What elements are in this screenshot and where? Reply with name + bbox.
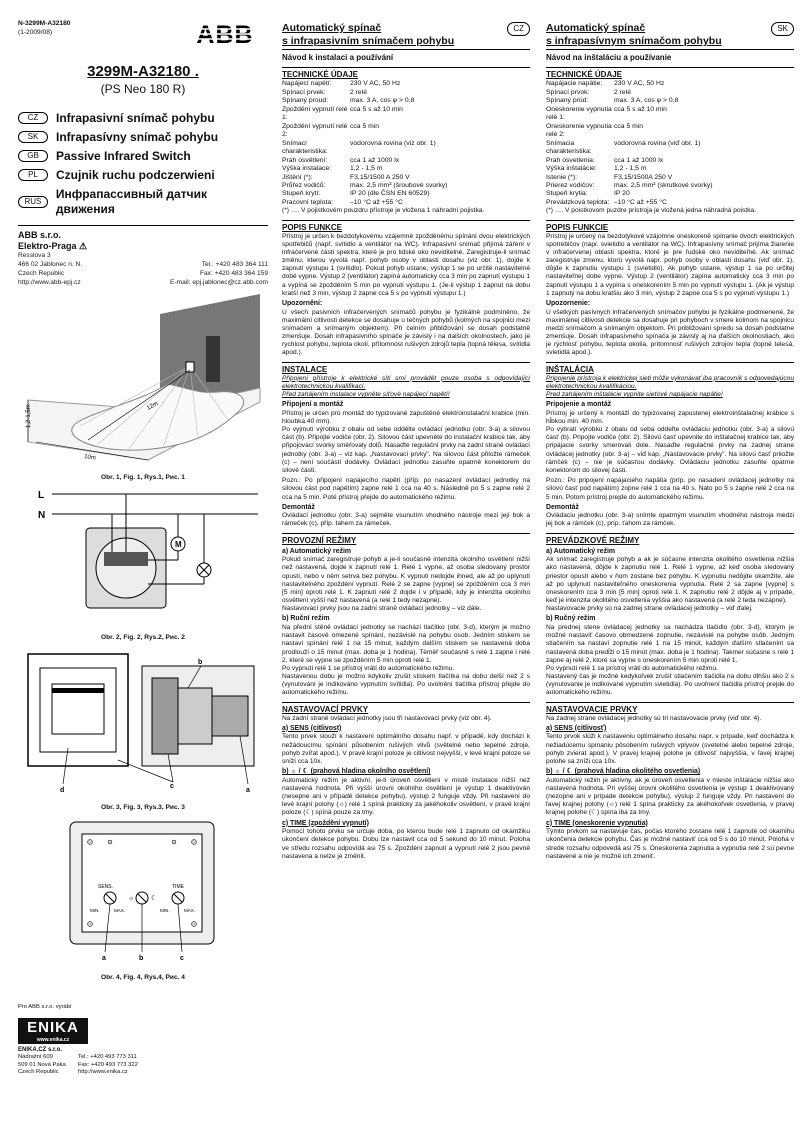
manufacturer-name: ENIKA.CZ s.r.o. bbox=[18, 1046, 63, 1053]
spec-row: Výška instalace: 1,2 - 1,5 m bbox=[282, 165, 383, 173]
figure-3 bbox=[18, 648, 268, 812]
language-list bbox=[18, 111, 268, 217]
cz-auto-text-1: Pokud snímač zaregistruje pohyb a je-li současně intenzita okolního osvětlení nižší než nastavená, dojde k zapnutí relé 1. Relé 1 vypne, až osoba sledovaný prostor opustí, nebo v něm setrvá bez pohybu. K vypnutí nedojde ihned, ale až po uplynutí nastavitelného zpoždění vypnutí. Relé 2 se zapne [vypne] se zpožděním cca 3 min [5 min] oproti relé 1. K zapnutí relé 2 dojde i v případě, kdy je intenzita okolního osvětlení vyšší než nastavená (a relé 1 tedy nezapne). bbox=[282, 556, 530, 605]
spec-row: Istenie (*): F3,15/1500A 250 V bbox=[546, 173, 673, 181]
cz-sens-heading: a) SENS (citlivost) bbox=[282, 724, 342, 732]
label-c: c bbox=[180, 954, 184, 962]
sk-install-heading: INŠTALÁCIA bbox=[546, 362, 794, 375]
spec-row: Prah osvetlenia: cca 1 až 1000 lx bbox=[546, 156, 664, 164]
cz-install-warning-1: Připojení přístroje k elektrické síti smí provádět pouze osoba s odpovídající elektrotechnickou kvalifikací. bbox=[282, 374, 530, 390]
sk-column bbox=[546, 22, 794, 1134]
label-d: d bbox=[60, 786, 65, 794]
spec-row: Stupeň krytí: IP 20 (dle ČSN EN 60529) bbox=[282, 190, 430, 198]
lang-row-cz bbox=[18, 111, 268, 126]
sk-warning-heading: Upozornenie: bbox=[546, 300, 591, 307]
cz-time-heading: c) TIME (zpoždění vypnutí) bbox=[282, 819, 369, 827]
spec-row: Snímací charakteristika: vodorovná rovina (viz obr. 1) bbox=[282, 139, 436, 156]
figure-4 bbox=[18, 818, 268, 982]
spec-row: Zpoždění vypnutí relé 1: cca 5 s až 10 min bbox=[282, 105, 403, 122]
sk-function-text: Prístroj je určený na bezdotykové vzájomne oneskorené spínanie dvoch elektrických spotrebičov (napr. svietidlo a ventilátor na WC). Infrapasívny snímač prijíma žiarenie v infračervenej oblasti spektra, ktoré je pre ľudské oko neviditeľné. Ak snímač zaregistruje zmenu, ktorú vyvolá napr. pohyb osoby v oblasti dosahu (viď obr. 1), dôjde k zapnutiu výstupu 1 (svietidlo). Ak pohyb ustane, výstup 1 sa po určitej nastaviteľnej dobe vypne. Výstup 2 (ventilátor) zapína automaticky cca 3 min po zapnutí výstupu 1 a vypína s oneskorením 5 min po vypnutí výstupu 1. (Ak je výstup 1 zapnutý na dobu kratšiu ako 3 min, výstup 2 zapne cca 5 s po vypnutí výstupu 1.) bbox=[546, 232, 794, 297]
cz-lux-text: Automatický režim je aktivní, je-li úroveň osvětlení v místě instalace nižší než nastavená hodnota. Při vyšší úrovni okolního osvětlení je výstup 1 deaktivován (nesepne ani v případě detekce pohybu), výstup 2 funguje vždy. Při nastavení do levé krajní polohy (☼) relé 1 spíná prakticky za jakéhokoliv osvětlení, v pravé krajní poloze (☾) spíná pouze za tmy. bbox=[282, 776, 530, 817]
lang-name: Infrapasívny snímač pohybu bbox=[56, 129, 219, 144]
label-a: a bbox=[102, 954, 106, 962]
cz-mount-text-1: Přístroj je určen pro montáž do typizované zapuštěné elektroinstalační krabice (min. hloubka 40 mm). bbox=[282, 409, 530, 425]
contact-line: Fax: +420 483 364 159 bbox=[199, 270, 268, 278]
doc-revision: (1-2009/08) bbox=[18, 28, 53, 36]
manufacturer-footer bbox=[18, 1004, 268, 1077]
lang-row-pl bbox=[18, 168, 268, 183]
cz-manual-text-3: Nastavenou dobu je možno kdykoliv zrušit stiskem tlačítka na dobu delší než 2 s (vynulování je indikováno vypnutím svítidla). Po uvolnění tlačítka přístroj přejde do automatického režimu. bbox=[282, 673, 530, 697]
range-label: 12m bbox=[146, 400, 160, 412]
svg-text:ABB: ABB bbox=[196, 22, 254, 46]
spec-row: Spínaný proud: max. 3 A, cos φ > 0,8 bbox=[282, 97, 415, 105]
lang-row-rus bbox=[18, 187, 268, 217]
lang-name: Infrapasivní snímač pohybu bbox=[56, 110, 215, 125]
sens-label: SENS. bbox=[98, 883, 114, 890]
cz-settings-heading: NASTAVOVACÍ PRVKY bbox=[282, 702, 530, 715]
sk-dismount-text: Ovládaciu jednotku (obr. 3-a) snímte opatrným vsunutím vhodného nástroja medzi jej bok a rámček (c), príp. ťahom za rámček. bbox=[546, 512, 794, 528]
sens-max: MAX. bbox=[114, 907, 126, 913]
sk-time-heading: c) TIME (oneskorenie vypnutia) bbox=[546, 819, 648, 827]
model-number: 3299M-A32180 . bbox=[87, 63, 199, 81]
cz-warning-text: U všech pasivních infračervených snímačů pohybu je fyzikálně podmíněno, že maximální citlivosti detekce se dosahuje u tečných pohybů (kolmých na spojnici mezi snímačem a snímaným objektem). Při čelním přibližování se dosah podstatně zmenšuje. Dosah infrapasivního spínače je závislý i na dalších okolnostech, jako je rychlost pohybu, teplota okolí, přítomnost rušivých zdrojů tepla (topná tělesa, svítidla apod.). bbox=[282, 308, 530, 357]
cz-install-warning-2: Před zahájením instalace vypněte síťové napájecí napětí! bbox=[282, 391, 450, 398]
model-subtitle: (PS Neo 180 R) bbox=[100, 81, 186, 96]
cz-sens-text: Tento prvek slouží k nastavení optimálního dosahu např. v případě, kdy dochází k nežádoucímu spínání působením rušivých vlivů (světelné nebo tepelné zdroje, pohyb zvířat apod.). V pravé krajní poloze je citlivost nejvyšší, v levé krajní poloze se sníží cca 10x. bbox=[282, 733, 530, 765]
cz-note-text: Pozn.: Po připojení napájecího napětí (příp. po nasazení ovládací jednotky na silovou část pod napětím) zapne relé 1 cca na 40 s. Následně po 5 s zapne relé 2 cca na 5 min. Poté přístroj přejde do automatického režimu. bbox=[282, 477, 530, 501]
cz-manual-text-1: Na přední stěně ovládací jednotky se nachází tlačítko (obr. 3-d), kterým je možno nastavit časově omezené spínání, nezávislé na pohybu osob. Jedním stiskem se nastaví spínání relé 1 na 15 minut, každým dalším stiskem se nastavená doba prodlouží o 15 minut (max. doba je 1 hodina). Téměř současně s relé 1 zapne i relé 2, které se vypne se zpožděním 5 min oproti relé 1. bbox=[282, 624, 530, 664]
lang-row-gb bbox=[18, 149, 268, 164]
sk-tech-heading: TECHNICKÉ ÚDAJE bbox=[546, 67, 794, 80]
cz-title-line1: Automatický spínač bbox=[282, 22, 382, 34]
sk-manual-text-3: Nastavený čas je možné kedykoľvek zrušiť stlačením tlačidla na dobu dlhšiu ako 2 s (vynulovanie je indikované vypnutím svietidla). Po uvoľnení tlačidla prístroj prejde do automatického režimu. bbox=[546, 673, 794, 697]
lang-code: RUS bbox=[18, 196, 48, 208]
cz-manual-heading: b) Ruční režim bbox=[282, 615, 330, 623]
contact-line: Tel.: +420 483 364 111 bbox=[201, 261, 268, 269]
lang-name: Czujnik ruchu podczerwieni bbox=[56, 167, 215, 182]
spec-row: Snímacia charakteristika: vodorovná rovina (viď obr. 1) bbox=[546, 139, 701, 156]
room-detection-diagram bbox=[18, 292, 268, 468]
footer-row: Nádražní 609 Tel.: +420 493 773 311 bbox=[18, 1054, 137, 1061]
settings-diagram bbox=[18, 818, 268, 968]
cz-function-heading: POPIS FUNKCE bbox=[282, 220, 530, 233]
enika-logo: ENIKA www.enika.cz bbox=[18, 1018, 88, 1044]
sk-warning-text: U všetkých pasívnych infračervených snímačov pohybu je fyzikálne podmienené, že maximálnej citlivosti detekcie sa dosahuje pri pohyboch v smere kolmom na spojnicu medzi snímačom a snímaným objektom. Pri približovaní spredu sa dosah podstatne zmenšuje. Dosah infrapasívneho spínača je závislý aj na ďalších okolnostiach, ako je rýchlosť pohybu, teplota okolia, prítomnosť rušivých zdrojov tepla (topné telesá, svietidlá apod.). bbox=[546, 308, 794, 357]
spec-row: Oneskorenie vypnutia relé 1: cca 5 s až 10 min bbox=[546, 105, 667, 122]
left-column bbox=[18, 20, 268, 1132]
sun-icon: ☼ bbox=[128, 894, 135, 902]
time-min: MIN. bbox=[160, 907, 170, 913]
figure-1-caption: Obr. 1, Fig. 1, Rys.1, Рис. 1 bbox=[101, 473, 185, 481]
lang-name: Инфрапассивный датчик движения bbox=[55, 186, 207, 216]
spec-row: Výška inštalácie: 1,2 - 1,5 m bbox=[546, 165, 647, 173]
figure-4-caption: Obr. 4, Fig. 4, Rys.4, Рис. 4 bbox=[101, 973, 185, 981]
cz-mount-text-2: Po vyjmutí výrobku z obalu od sebe oddělte ovládací jednotku (obr. 3-a) a silovou část (b). Připojte vodiče (obr. 2). Silovou část upevněte do instalační krabice tak, aby připojovací svorky směřovaly dolů. Nasaďte regulační prvky na zadní straně ovládací jednotky (obr. 3-a) – viz kap. „Nastavovací prvky". Na silovou část přiložte rámeček (c) – není součástí dodávky. Ovládací jednotku zasuňte opatrně konektorem do silové části. bbox=[282, 426, 530, 474]
moon-icon: ☾ bbox=[151, 894, 158, 902]
enika-link[interactable]: http://www.enika.cz bbox=[78, 1069, 128, 1076]
made-by-line: Pro ABB s.r.o. vyrábí bbox=[18, 1004, 72, 1010]
time-label: TIME bbox=[172, 883, 184, 890]
sk-lux-text: Automatický režim je aktívny, ak je úroveň osvetlenia v mieste inštalácie nižšia ako nastavená hodnota. Pri vyššej úrovni okolitého osvetlenia je výstup 1 deaktivovaný (nezopne ani v prípade detekcie pohybu), výstup 2 funguje vždy. Pri nastavení do ľavej krajnej polohy (☼) relé 1 spína prakticky za akéhokoľvek osvetlenia, v pravej krajnej polohe (☾) spína iba za tmy. bbox=[546, 776, 794, 817]
cz-auto-heading: a) Automatický režim bbox=[282, 547, 352, 555]
cz-manual-text-2: Po vypnutí relé 1 se přístroj vrátí do automatického režimu. bbox=[282, 664, 455, 672]
sk-settings-heading: NASTAVOVACIE PRVKY bbox=[546, 702, 794, 715]
address-line: Resslova 3 bbox=[18, 252, 51, 260]
footer-row: Czech Republic http://www.enika.cz bbox=[18, 1069, 128, 1076]
sk-auto-heading: a) Automatický režim bbox=[546, 547, 616, 555]
sk-subtitle: Návod na inštaláciu a používanie bbox=[546, 53, 672, 63]
abb-logo-graphic bbox=[190, 22, 260, 46]
sk-title-line1: Automatický spínač bbox=[546, 22, 646, 34]
cz-lux-heading: b) ☼ / ☾ (prahová hladina okolního osvětlení) bbox=[282, 768, 431, 776]
cz-tech-heading: TECHNICKÉ ÚDAJE bbox=[282, 67, 530, 80]
wiring-diagram bbox=[18, 488, 268, 628]
spec-row: Pracovní teplota: –10 °C až +55 °C bbox=[282, 198, 403, 206]
lang-code: SK bbox=[18, 131, 48, 143]
sk-auto-text-2: Nastavovacie prvky sú na zadnej strane ovládacej jednotky – viď ďalej. bbox=[546, 605, 753, 613]
company-row bbox=[18, 252, 268, 261]
cz-settings-text: Na zadní straně ovládací jednotky jsou tři nastavovací prvky (viz obr. 4). bbox=[282, 714, 492, 722]
sk-manual-text-2: Po vypnutí relé 1 sa prístroj vráti do automatického režimu. bbox=[546, 664, 718, 672]
spec-row: Napájecí napětí: 230 V AC, 50 Hz bbox=[282, 80, 401, 88]
sk-note-text: Pozn.: Po pripojení napájacieho napätia (príp. po nasadení ovládacej jednotky na silovú časť pod napätím) zopne relé 1 cca na 40 s. Nato po 5 s zapne relé 2 cca na 5 min. Potom prístroj prejde do automatického režimu. bbox=[546, 477, 794, 501]
sk-mount-heading: Pripojenie a montáž bbox=[546, 401, 612, 409]
sk-mount-text-2: Po vybratí výrobku z obalu od seba oddeľte ovládaciu jednotku (obr. 3-a) a silovú časť (b). Pripojte vodiče (obr. 2). Silovú časť upevnite do inštalačnej krabice tak, aby pripájacie svorky smerovali dole. Nasaďte regulačné prvky na zadnej strane ovládacej jednotky (obr. 3-a) – viď kap. „Nastavovacie prvky". Na silovú časť priložte rámček (c) – nie je súčasťou dodávky. Ovládaciu jednotku zasuňte opatrne konektorom do silovej časti. bbox=[546, 426, 794, 474]
company-block bbox=[18, 225, 268, 288]
website-link[interactable]: http://www.abb-epj.cz bbox=[18, 279, 81, 287]
cz-spec-table bbox=[282, 80, 530, 207]
wire-l-label: L bbox=[38, 489, 45, 501]
sk-mount-text-1: Prístroj je určený k montáži do typizovanej zapustenej elektroinštalačnej krabice s hĺbkou min. 40 mm. bbox=[546, 409, 794, 425]
abb-logo bbox=[190, 22, 260, 50]
spec-row: Spínací prvek: 2 relé bbox=[282, 88, 368, 96]
sensor-icon bbox=[186, 362, 194, 372]
width-label: 10m bbox=[83, 453, 97, 462]
sk-manual-heading: b) Ručný režim bbox=[546, 615, 596, 623]
sk-title-line2: s infrapasívnym snímačom pohybu bbox=[546, 34, 722, 47]
company-row bbox=[18, 270, 268, 279]
cz-dismount-heading: Demontáž bbox=[282, 503, 315, 511]
spec-row: Průřez vodičů: max. 2,5 mm² (šroubové svorky) bbox=[282, 182, 448, 189]
cz-warning-heading: Upozornění: bbox=[282, 300, 323, 307]
lang-row-sk bbox=[18, 130, 268, 145]
sk-modes-heading: PREVÁDZKOVÉ REŽIMY bbox=[546, 533, 794, 546]
lang-code: CZ bbox=[18, 112, 48, 124]
spec-row: Zpoždění vypnutí relé 2: cca 5 min bbox=[282, 122, 380, 139]
lang-name: Passive Infrared Switch bbox=[56, 148, 191, 163]
cz-function-text: Přístroj je určen k bezdotykovému vzájemně zpožděnému spínání dvou elektrických spotřebičů (např. svítidlo a ventilátor na WC). Infrapasivní snímač přijímá záření v infračervené části spektra, které je pro lidské oko neviditelné. Zaregistruje-li snímač změnu, kterou vyvolá např. pohyb osoby v oblasti dosahu (viz obr. 1), dojde k zapnutí výstupu 1 (svítidlo). Pokud pohyb ustane, výstup 1 se po určité nastavitelné době vypne. Výstup 2 (ventilátor) zapíná automaticky cca 3 min po zapnutí výstupu 1 a vypíná se zpožděním 5 min po vypnutí výstupu 1. (Je-li výstup 1 zapnut na dobu kratší než 3 min, výstup 2 zapne cca 5 s po vypnutí výstupu 1.) bbox=[282, 232, 530, 297]
lang-code: GB bbox=[18, 150, 48, 162]
company-division-text: Elektro-Praga bbox=[18, 241, 77, 252]
company-row bbox=[18, 279, 268, 288]
sk-header bbox=[546, 22, 794, 50]
cz-dismount-text: Ovládací jednotku (obr. 3-a) sejměte vsunutím vhodného nástroje mezi její bok a rámeček (c), příp. tahem za rámeček. bbox=[282, 512, 530, 528]
door bbox=[206, 336, 220, 382]
spec-row: Jištění (*): F3,15/1500 A 250 V bbox=[282, 173, 410, 181]
footer-row: 509 01 Nová Paka Fax: +420 493 773 322 bbox=[18, 1061, 138, 1068]
spec-row: Spínaný prúd: max. 3 A, cos φ > 0,8 bbox=[546, 97, 679, 105]
figure-1 bbox=[18, 292, 268, 482]
svg-text:M: M bbox=[175, 539, 182, 549]
cz-title-line2: s infrapasivním snímačem pohybu bbox=[282, 34, 455, 47]
height-label: 1,2-1,5m bbox=[26, 404, 32, 428]
cz-column bbox=[282, 22, 530, 1134]
cz-time-text: Pomocí tohoto prvku se určuje doba, po kterou bude relé 1 zapnuto od okamžiku ukončení detekce pohybu. Dobu lze nastavit cca od 5 sekund do 10 minut. Poloha ve středu rozsahu odpovídá asi 75 s. Zpoždění zapnutí a vypnutí relé 2 jsou pevně nastavena a nelze je změnit. bbox=[282, 828, 530, 860]
assembly-diagram bbox=[18, 648, 268, 798]
sk-function-heading: POPIS FUNKCIE bbox=[546, 220, 794, 233]
sk-language-badge: SK bbox=[771, 22, 794, 36]
spec-row: Oneskorenie vypnutia relé 2: cca 5 min bbox=[546, 122, 644, 139]
warning-triangle-icon: ⚠ bbox=[79, 241, 88, 252]
label-b: b bbox=[139, 954, 144, 962]
sk-lux-heading: b) ☼ / ☾ (prahová hladina okolitého osvetlenia) bbox=[546, 768, 701, 776]
company-name: ABB s.r.o. bbox=[18, 229, 62, 240]
company-division bbox=[18, 241, 268, 252]
spec-row: Spínací prvok: 2 relé bbox=[546, 88, 632, 96]
time-max: MAX. bbox=[184, 907, 196, 913]
sens-min: MIN. bbox=[90, 907, 100, 913]
figure-3-caption: Obr. 3, Fig. 3, Rys.3, Рис. 3 bbox=[101, 803, 185, 811]
cz-header bbox=[282, 22, 530, 50]
spec-row: Prevádzková teplota: –10 °C až +55 °C bbox=[546, 198, 667, 206]
spec-row: Práh osvětlení: cca 1 až 1000 lx bbox=[282, 156, 400, 164]
sk-install-warning-2: Pred zahájením inštalácie vypnite sieťové napájacie napätie! bbox=[546, 391, 723, 398]
sk-settings-text: Na zadnej strane ovládacej jednotky sú tri nastavovacie prvky (viď obr. 4). bbox=[546, 714, 762, 722]
doc-number: N-3299M-A32180 bbox=[18, 20, 71, 27]
sk-auto-text-1: Ak snímač zaregistruje pohyb a ak je súčasne intenzita okolitého osvetlenia nižšia ako nastavená, dôjde k zapnutiu relé 1. Relé 1 vypne, až keď osoba sledovaný priestor opustí alebo v ňom zostane bez pohybu. K vypnutiu nedôjde okamžite, ale až po uplynutí nastaviteľného oneskorenia vypnutia. Relé 2 sa zapne [vypne] s oneskorením cca 3 min [5 min] oproti relé 1. K zapnutiu relé 2 dôjde aj v prípade, keď je intenzita okolitého osvetlenia vyššia ako nastavená (a relé 2 teda nezapne). bbox=[546, 556, 794, 605]
cz-mount-heading: Připojení a montáž bbox=[282, 401, 344, 409]
cz-install-heading: INSTALACE bbox=[282, 362, 530, 375]
sk-install-warning-1: Pripojenie prístroja k elektrickej sieti môže vykonávať iba pracovník s odpovedajúcou elektrotechnickou kvalifikáciou. bbox=[546, 374, 794, 390]
cz-spec-note: (*) …. V pojistkovém pouzdru přístroje je vložena 1 náhradní pojistka. bbox=[282, 207, 485, 215]
lang-code: PL bbox=[18, 169, 48, 181]
sk-time-text: Týmto prvkom sa nastavuje čas, počas ktorého zostane relé 1 zapnuté od okamihu ukončenia detekcie pohybu. Čas je možné nastaviť cca od 5 s do 10 minút. Poloha v strede rozsahu odpovedá asi 75 s. Oneskorenia zapnutia a vypnutia relé 2 sú pevne nastavené a nie je možné ich zmeniť. bbox=[546, 828, 794, 860]
cz-subtitle: Návod k instalaci a používání bbox=[282, 53, 394, 63]
sk-spec-table bbox=[546, 80, 794, 207]
figure-2-caption: Obr. 2, Fig. 2, Rys.2, Рис. 2 bbox=[101, 633, 185, 641]
cz-modes-heading: PROVOZNÍ REŽIMY bbox=[282, 533, 530, 546]
detection-zone bbox=[72, 384, 244, 450]
company-row bbox=[18, 261, 268, 270]
cz-auto-text-2: Nastavovací prvky jsou na zadní straně ovládací jednotky – viz dále. bbox=[282, 605, 482, 613]
spec-row: Stupeň krytia: IP 20 bbox=[546, 190, 630, 198]
wire-n-label: N bbox=[38, 509, 46, 521]
sk-spec-note: (*) …. V poistkovom puzdre prístroja je vložená jedna náhradná poistka. bbox=[546, 207, 757, 215]
sk-dismount-heading: Demontáž bbox=[546, 503, 579, 511]
sk-sens-text: Tento prvok slúži k nastaveniu optimálneho dosahu napr. v prípade, keď dochádza k nežiadúcemu spínaniu pôsobením rušivých vplyvov (svetelné alebo tepelné zdroje, pohyb zvierat apod.). V pravej krajnej polohe je citlivosť najvyššia, v ľavej krajnej polohe sa zníži cca 10x. bbox=[546, 733, 794, 765]
sk-manual-text-1: Na prednej stene ovládacej jednotky sa nachádza tlačidlo (obr. 3-d), ktorým je možné nastaviť časovo obmedzené zopnutie, nezávislé na pohybe osôb. Jedným stlačením sa nastaví zopnutie relé 1 na 15 minút, každým ďalším stlačením sa nastavená doba predĺži o 15 minút (max. doba je 1 hodina). Takmer súčasne s relé 1 zapne aj relé 2, ktoré sa vypne s oneskorením 5 min oproti relé 1. bbox=[546, 624, 794, 664]
sk-sens-heading: a) SENS (citlivosť) bbox=[546, 724, 607, 732]
email-link[interactable]: E-mail: epj.jablonec@cz.abb.com bbox=[170, 279, 268, 287]
spec-row: Napájacie napätie: 230 V AC, 50 Hz bbox=[546, 80, 665, 88]
figure-2 bbox=[18, 488, 268, 642]
address-line: 466 02 Jablonec n. N. bbox=[18, 261, 83, 269]
address-line: Czech Republic bbox=[18, 270, 65, 278]
label-c: c bbox=[170, 782, 174, 790]
cz-language-badge: CZ bbox=[507, 22, 530, 36]
label-a: a bbox=[246, 786, 250, 794]
spec-row: Prierez vodičov: max. 2,5 mm² (skrutkové svorky) bbox=[546, 182, 713, 189]
label-b: b bbox=[198, 658, 203, 666]
